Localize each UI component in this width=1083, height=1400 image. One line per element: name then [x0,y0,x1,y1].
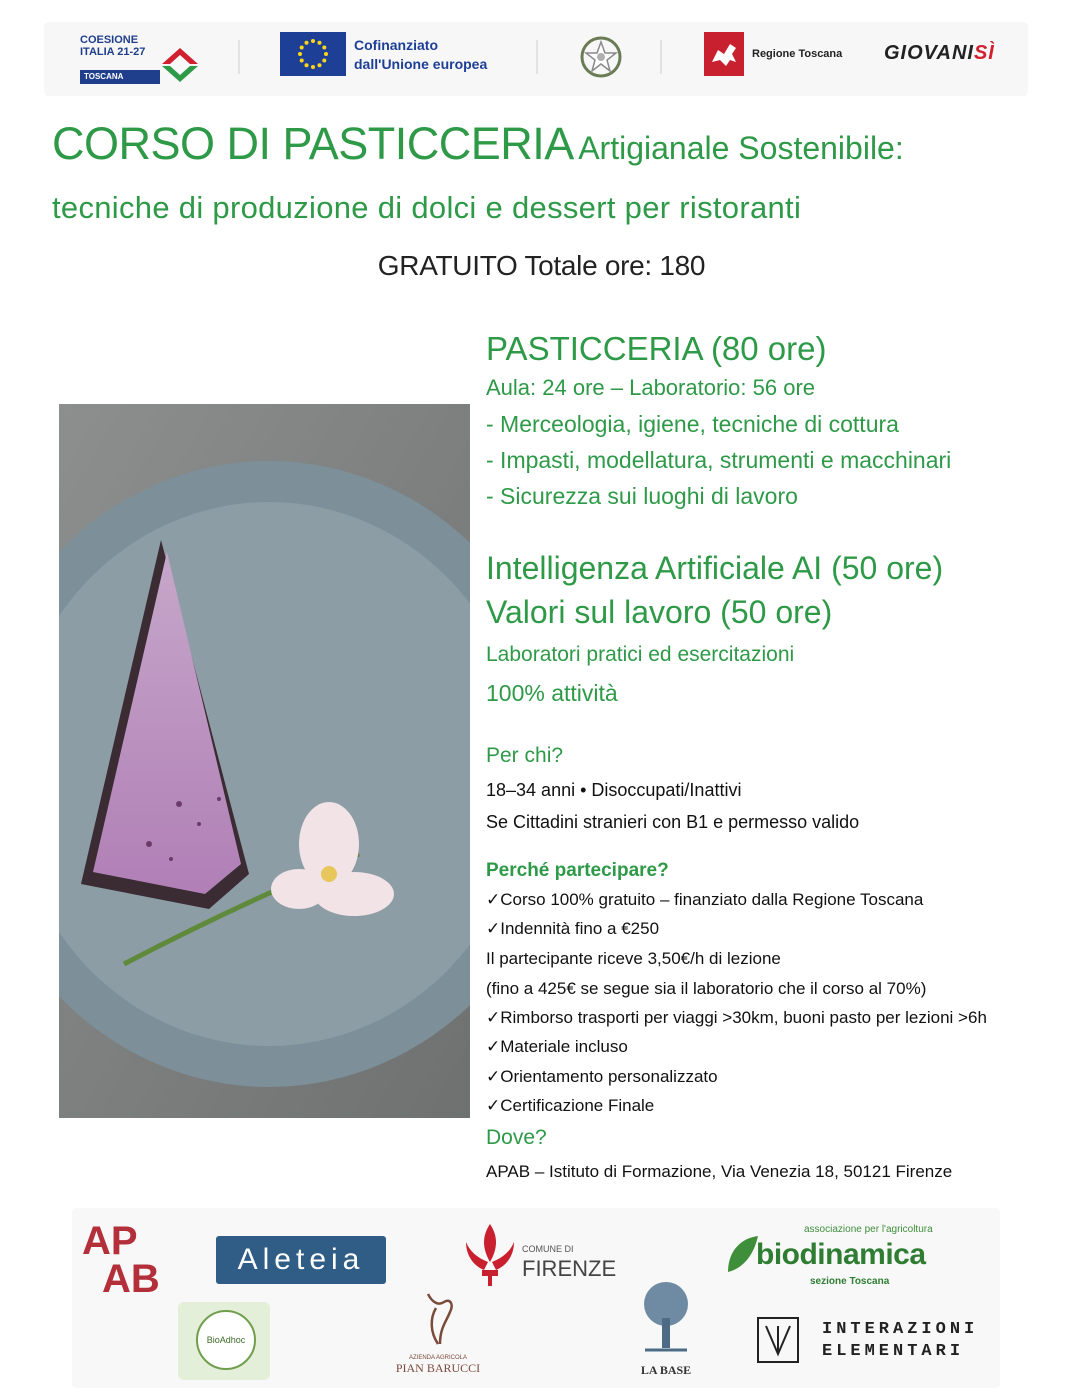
topic-item: - Impasti, modellatura, strumenti e macchinari [486,447,952,473]
benefit-item: ✓Rimborso trasporti per viaggi >30km, buoni pasto per lezioni >6h [486,1008,987,1027]
course-title-sub: Artigianale Sostenibile: [578,130,904,166]
labase-label: LA BASE [640,1363,692,1377]
divider [238,40,240,74]
eu-line2: dall'Unione europea [354,56,488,72]
pian-small: AZIENDA AGRICOLA [408,1355,468,1361]
eu-cofinanced-logo [280,32,540,78]
course-title [52,118,904,170]
dove-address: APAB – Istituto di Formazione, Via Venezia 18, 50121 Firenze [486,1162,953,1181]
bio-big: biodinamica [756,1238,926,1271]
coesione-line2: ITALIA 21-27 [80,46,146,58]
coesione-line1: COESIONE [80,34,139,46]
bio-small: associazione per l'agricoltura [804,1224,933,1235]
partner-logos [72,1208,1000,1388]
module-ai: Intelligenza Artificiale AI (50 ore) [486,550,944,586]
firenze-big: FIRENZE [522,1256,617,1281]
benefit-item: ✓Orientamento personalizzato [486,1067,718,1086]
firenze-small: COMUNE DI [522,1244,574,1254]
pegasus-icon [704,32,744,76]
coesione-arrow-icon [158,44,202,84]
bio-sub: sezione Toscana [810,1276,890,1287]
bioadhoc-label: BioAdhoc [196,1310,256,1370]
free-total-hours: GRATUITO Totale ore: 180 [377,250,706,281]
goat-icon [408,1288,468,1350]
leaf-icon [724,1232,760,1276]
bioadhoc-logo [178,1302,270,1380]
course-subtitle: tecniche di produzione di dolci e dessert per ristoranti [52,190,802,225]
pian-big: PIAN BARUCCI [395,1361,481,1375]
divider [536,40,538,74]
per-chi-line: Se Cittadini stranieri con B1 e permesso valido [486,812,860,832]
benefit-item: Il partecipante riceve 3,50€/h di lezione [486,949,781,968]
module-activity: 100% attività [486,680,618,706]
apab-top: AP [82,1219,138,1263]
divider [660,40,662,74]
la-base-logo [626,1278,706,1388]
interazioni-line1: INTERAZIONI [822,1320,979,1339]
aleteia-logo: Aleteia [216,1236,386,1284]
coesione-italia-logo [80,34,200,88]
perche-heading: Perché partecipare? [486,860,669,881]
italian-republic-emblem-icon [578,34,624,80]
topic-item: - Sicurezza sui luoghi di lavoro [486,483,798,509]
comune-firenze-logo [460,1222,630,1292]
dove-heading: Dove? [486,1126,547,1149]
apab-bottom: AB [102,1257,160,1301]
tree-icon [635,1278,697,1358]
pasticceria-heading: PASTICCERIA (80 ore) [486,330,827,367]
topic-item: - Merceologia, igiene, tecniche di cottura [486,411,899,437]
course-title-main: CORSO DI PASTICCERIA [52,118,574,169]
interazioni-line2: ELEMENTARI [822,1342,965,1361]
benefit-item: ✓Certificazione Finale [486,1096,655,1115]
benefit-item: (fino a 425€ se segue sia il laboratorio che il corso al 70%) [486,979,927,998]
cake-slice-photo [59,404,470,1118]
toscana-label: Regione Toscana [752,48,843,60]
interazioni-mark-icon [756,1316,800,1364]
benefit-item: ✓Indennità fino a €250 [486,919,660,938]
benefit-item: ✓Materiale incluso [486,1037,628,1056]
per-chi-heading: Per chi? [486,744,564,767]
benefit-item: ✓Corso 100% gratuito – finanziato dalla Regione Toscana [486,890,924,909]
regione-toscana-logo [704,32,864,78]
apab-logo [82,1219,160,1301]
per-chi-line: 18–34 anni • Disoccupati/Inattivi [486,780,742,800]
module-valori: Valori sul lavoro (50 ore) [486,594,833,630]
coesione-region: TOSCANA [80,70,160,84]
interazioni-elementari-logo [756,1316,996,1366]
pasticceria-hours: Aula: 24 ore – Laboratorio: 56 ore [486,375,816,400]
module-labs: Laboratori pratici ed esercitazioni [486,643,795,666]
pian-barucci-logo [388,1288,488,1386]
giovani-si-logo [884,42,995,65]
biodinamica-logo [724,1222,964,1294]
giovani-main: GIOVANI [884,42,974,64]
eu-flag-icon [280,32,346,76]
giovani-accent: SÌ [973,42,995,64]
eu-line1: Cofinanziato [354,37,438,53]
funding-logos-bar [44,22,1028,96]
florence-lily-icon [460,1222,520,1288]
